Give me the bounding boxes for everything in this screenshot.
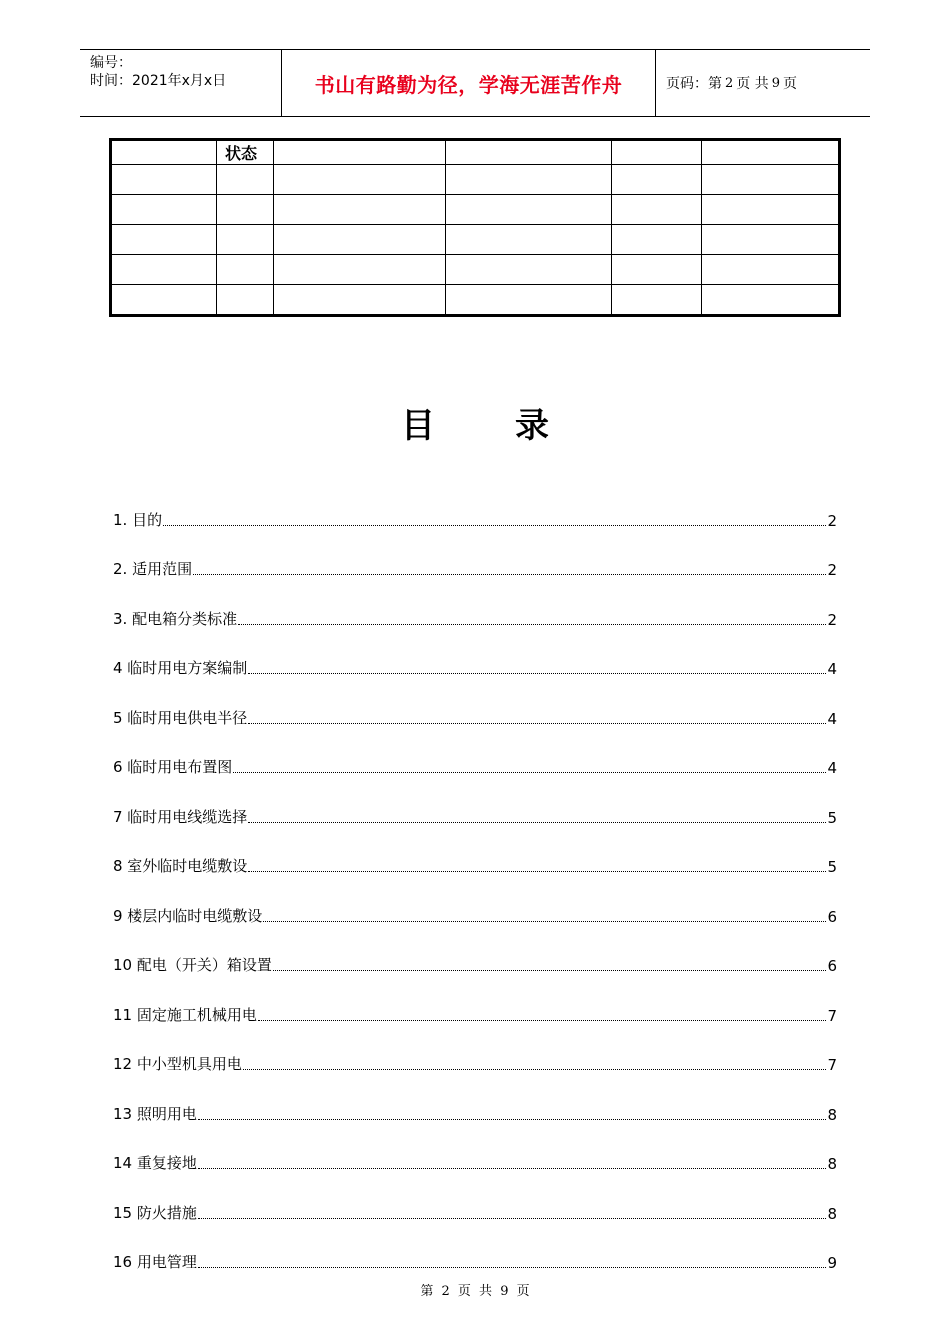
toc-entry-label: 5 临时用电供电半径 [113,708,248,727]
table-cell [612,195,702,225]
page-header [80,49,870,117]
table-row [112,255,839,285]
toc-entry-page: 7 [827,1006,837,1025]
table-cell [702,195,839,225]
table-cell [702,165,839,195]
toc-entry[interactable] [113,480,837,530]
table-cell [112,255,217,285]
toc-entry-page: 6 [827,907,837,926]
toc-entry[interactable] [113,629,837,679]
toc-leader-dots [263,920,826,922]
toc-entry-label: 12 中小型机具用电 [113,1055,242,1073]
toc-entry[interactable] [113,530,837,580]
table-cell [702,225,839,255]
page-total: 9 [771,75,781,91]
table-cell [112,165,217,195]
toc-entry-page: 5 [827,808,837,827]
table-cell [274,225,446,255]
toc-entry-label: 6 临时用电布置图 [113,758,233,776]
table-row [112,195,839,225]
toc-entry-page: 2 [827,561,837,579]
table-cell [217,195,274,225]
table-cell [217,285,274,315]
table-cell [112,285,217,315]
table-cell [112,195,217,225]
toc-entry[interactable] [113,926,837,976]
table-cell [112,225,217,255]
toc-entry-page: 4 [827,709,837,728]
toc-leader-dots [193,573,826,575]
table-cell [446,285,612,315]
document-time-label: 时间：2021年x月x日 [90,73,227,89]
toc-entry-label: 1. 目的 [113,510,163,529]
toc-leader-dots [198,1167,827,1169]
table-cell [217,255,274,285]
toc-entry-page: 2 [827,610,837,629]
table-cell [446,195,612,225]
toc-entry-label: 10 配电（开关）箱设置 [113,956,272,974]
toc-entry[interactable] [113,1223,837,1273]
toc-entry-label: 4 临时用电方案编制 [113,659,248,677]
toc-entry-label: 3. 配电箱分类标准 [113,609,238,628]
table-cell [612,285,702,315]
toc-leader-dots [248,672,826,674]
page-mid: 页 共 [736,76,769,92]
toc-entry-label: 7 临时用电线缆选择 [113,807,248,826]
toc-entry-page: 9 [827,1254,837,1272]
table-cell [274,285,446,315]
table-cell [446,165,612,195]
toc-entry-page: 7 [827,1056,837,1074]
toc-entry-page: 8 [827,1155,837,1173]
table-cell [274,255,446,285]
header-info [80,50,282,116]
toc-leader-dots [198,1118,827,1120]
toc-entry[interactable] [113,1124,837,1174]
page-current: 2 [725,75,734,91]
toc-entry-page: 4 [827,660,837,678]
toc-entry-label: 15 防火措施 [113,1203,197,1222]
table-cell [612,255,702,285]
toc-entry-page: 2 [827,511,837,530]
header-motto: 书山有路勤为径，学海无涯苦作舟 [314,72,623,97]
toc-leader-dots [233,771,826,773]
toc-leader-dots [198,1217,827,1219]
toc-leader-dots [273,969,827,971]
table-cell [446,225,612,255]
page-suffix: 页 [783,76,798,92]
table-cell [702,255,839,285]
toc-entry-page: 6 [827,957,837,975]
toc-leader-dots [198,1266,827,1268]
toc-entry-label: 11 固定施工机械用电 [113,1005,257,1024]
toc-leader-dots [248,821,826,823]
table-cell [702,141,839,165]
toc-entry-label: 13 照明用电 [113,1104,197,1123]
table-cell [446,255,612,285]
table-cell [217,165,274,195]
table-cell [217,225,274,255]
toc-entry[interactable] [113,1173,837,1223]
toc-entry[interactable] [113,728,837,778]
toc-entry-label: 16 用电管理 [113,1253,197,1271]
toc-entry[interactable] [113,975,837,1025]
toc-leader-dots [163,524,826,526]
toc-entry[interactable] [113,579,837,629]
toc-leader-dots [238,623,826,625]
page-prefix: 页码：第 [666,76,722,92]
table-cell [274,165,446,195]
toc-entry-page: 4 [827,759,837,777]
toc-leader-dots [258,1019,827,1021]
table-cell [274,141,446,165]
table-row [112,225,839,255]
document-number-label: 编号： [90,55,132,71]
toc-entry-label: 9 楼层内临时电缆敷设 [113,906,263,925]
toc-leader-dots [243,1068,827,1070]
table-row [112,165,839,195]
header-motto-cell [282,50,656,116]
toc-entry-label: 8 室外临时电缆敷设 [113,857,248,875]
toc-entry[interactable] [113,1025,837,1075]
toc-entry-page: 8 [827,1105,837,1124]
table-cell [612,141,702,165]
toc-entry[interactable] [113,777,837,827]
toc-entry[interactable] [113,678,837,728]
table-cell [112,141,217,165]
table-row [112,285,839,315]
table-cell [274,195,446,225]
toc-entry-label: 2. 适用范围 [113,560,193,578]
toc-entry-page: 5 [827,858,837,876]
header-page-info [656,50,870,116]
table-cell [612,165,702,195]
toc-entry[interactable] [113,876,837,926]
toc-entry-label: 14 重复接地 [113,1154,197,1172]
toc-entry-page: 8 [827,1204,837,1223]
table-cell [612,225,702,255]
table-cell [702,285,839,315]
table-of-contents [113,480,837,1272]
toc-entry[interactable] [113,827,837,877]
status-table [109,138,841,317]
page-footer: 第 2 页 共 9 页 [420,1284,530,1299]
table-row [112,141,839,165]
status-header-cell: 状态 [217,141,274,165]
table-cell [446,141,612,165]
toc-entry[interactable] [113,1074,837,1124]
toc-leader-dots [248,722,826,724]
toc-leader-dots [248,870,826,872]
toc-title: 目录 [401,406,629,446]
